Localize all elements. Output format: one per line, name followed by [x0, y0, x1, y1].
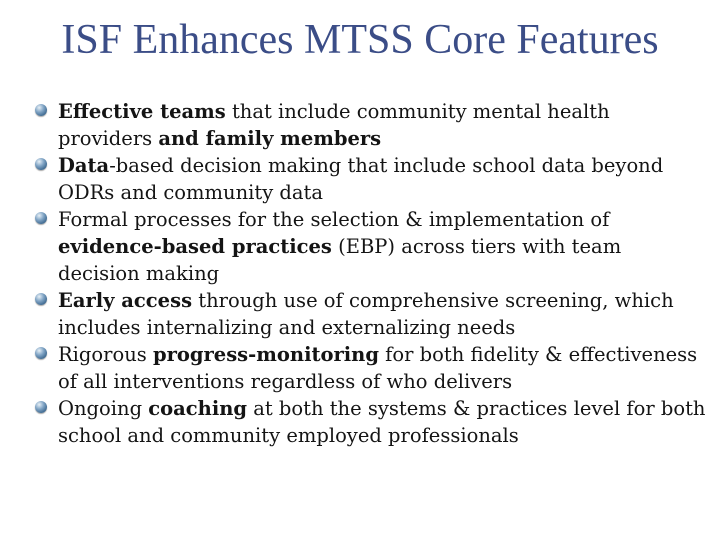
bullet-text: Formal processes for the selection & implementation of — [58, 208, 610, 231]
bullet-text: for both fidelity & effectiveness of all interventions regardless of who delivers — [58, 343, 698, 393]
bullet-item — [58, 287, 708, 341]
bullet-text: Rigorous — [58, 343, 153, 366]
bullet-dot-icon — [35, 401, 47, 413]
bullet-text: through use of comprehensive screening, which includes internalizing and externalizing needs — [58, 289, 674, 339]
bullet-text: (EBP) across tiers with team decision making — [58, 235, 622, 285]
bullet-emphasis: Data — [58, 154, 110, 177]
bullet-emphasis: Early access — [58, 289, 193, 312]
bullet-text: that include community mental health providers — [58, 100, 610, 150]
bullet-dot-icon — [35, 293, 47, 305]
bullet-dot-icon — [35, 212, 47, 224]
bullet-item — [58, 152, 708, 206]
bullet-emphasis: and family members — [158, 127, 382, 150]
bullet-item — [58, 341, 708, 395]
bullet-dot-icon — [35, 158, 47, 170]
bullet-text: -based decision making that include school data beyond ODRs and community data — [58, 154, 664, 204]
bullet-emphasis: evidence-based practices — [58, 235, 332, 258]
bullet-item — [58, 395, 708, 449]
bullet-item — [58, 206, 708, 287]
bullet-dot-icon — [35, 347, 47, 359]
bullet-emphasis: coaching — [148, 397, 248, 420]
bullet-list — [58, 98, 708, 449]
bullet-dot-icon — [35, 104, 47, 116]
slide-title: ISF Enhances MTSS Core Features — [61, 17, 659, 63]
bullet-item — [58, 98, 708, 152]
bullet-emphasis: progress-monitoring — [152, 343, 379, 366]
bullet-text: Ongoing — [58, 397, 149, 420]
bullet-emphasis: Effective teams — [58, 100, 226, 123]
bullet-text: at both the systems & practices level for both school and community employed professionals — [58, 397, 706, 447]
